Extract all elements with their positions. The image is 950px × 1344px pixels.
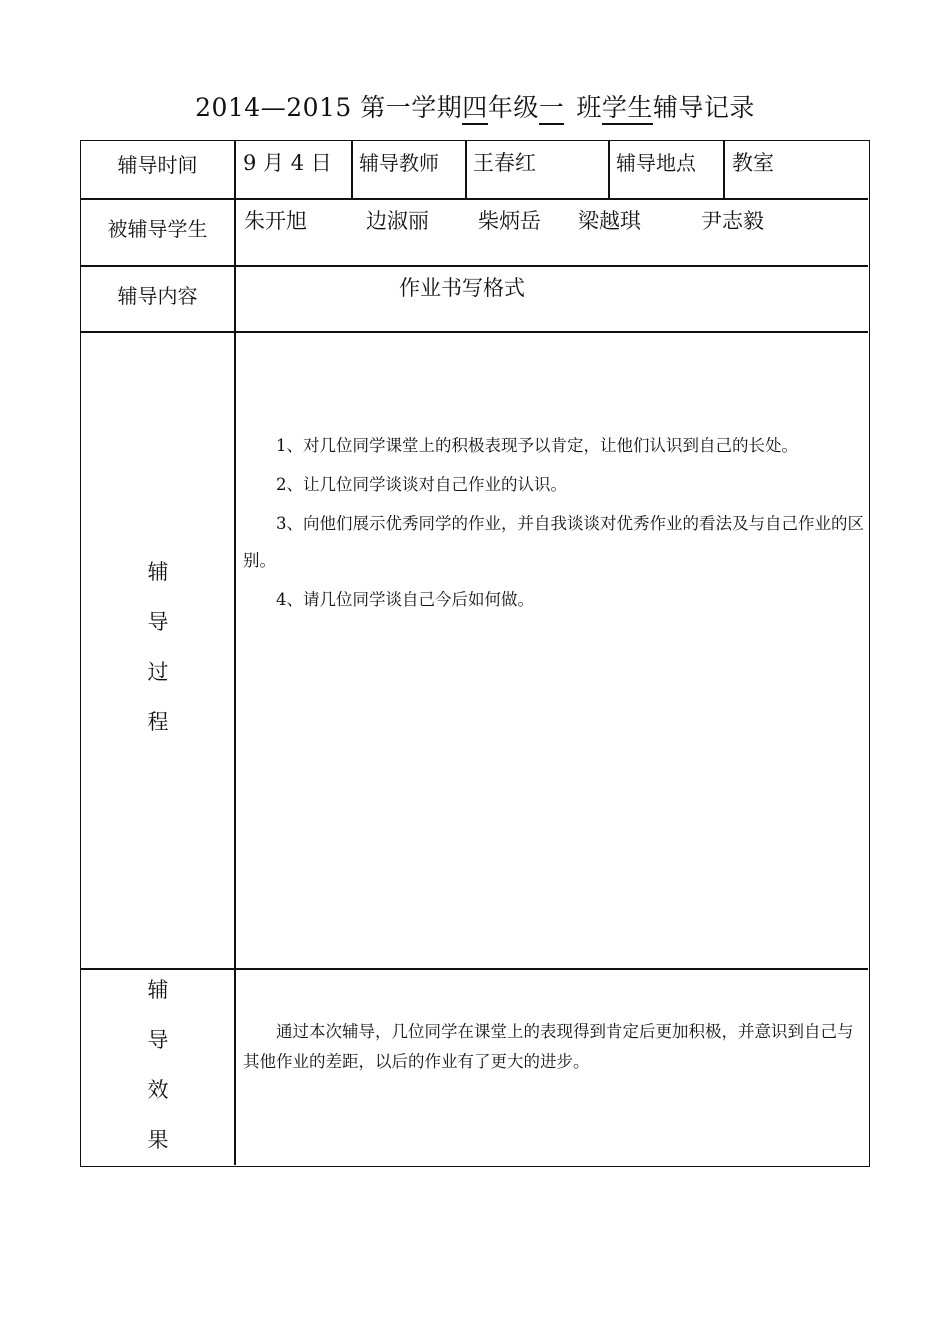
teacher-label: 辅导教师	[359, 151, 439, 175]
effect-label-char: 导	[147, 1028, 169, 1052]
student-name: 柴炳岳	[478, 209, 541, 233]
column-divider	[351, 141, 353, 198]
place-value: 教室	[732, 151, 774, 175]
process-item: 3、向他们展示优秀同学的作业，并自我谈谈对优秀作业的看法及与自己作业的区别。	[243, 514, 864, 570]
effect-label-char: 果	[147, 1128, 169, 1152]
content-value: 作业书写格式	[399, 276, 525, 300]
process-label-char: 辅	[147, 560, 169, 584]
content-label: 辅导内容	[117, 284, 198, 308]
time-label: 辅导时间	[117, 153, 198, 177]
process-label-char: 导	[147, 610, 169, 634]
row-divider	[81, 198, 868, 200]
class-blank: 一	[539, 93, 565, 125]
effect-label-char: 辅	[147, 978, 169, 1002]
student-name: 梁越琪	[578, 209, 641, 233]
student-name: 边淑丽	[366, 209, 429, 233]
title-grade-suffix: 年级	[487, 93, 539, 122]
students-label: 被辅导学生	[107, 217, 208, 241]
time-value: 9 月 4 日	[243, 151, 332, 175]
column-divider	[723, 141, 725, 198]
process-item: 4、请几位同学谈自己今后如何做。	[276, 590, 534, 609]
effect-text: 通过本次辅导，几位同学在课堂上的表现得到肯定后更加积极，并意识到自己与其他作业的差距，以后的作业有了更大的进步。	[243, 1022, 854, 1071]
process-label-char: 过	[147, 660, 169, 684]
title-prefix: 2014—2015 第一学期	[195, 93, 463, 122]
title-suffix: 辅导记录	[652, 93, 755, 122]
process-label-char: 程	[147, 710, 169, 734]
row-divider	[81, 331, 868, 333]
effect-label	[81, 965, 235, 1165]
column-divider	[465, 141, 467, 198]
process-item: 1、对几位同学课堂上的积极表现予以肯定，让他们认识到自己的长处。	[276, 436, 798, 455]
place-label: 辅导地点	[616, 151, 696, 175]
students-word: 学生	[602, 93, 653, 125]
effect-label-char: 效	[147, 1078, 169, 1102]
column-divider	[608, 141, 610, 198]
process-label	[81, 547, 235, 747]
student-name: 朱开旭	[244, 209, 307, 233]
title-class-suffix: 班	[576, 93, 602, 122]
row-divider	[81, 265, 868, 267]
process-item: 2、让几位同学谈谈对自己作业的认识。	[276, 475, 567, 494]
teacher-value: 王春红	[473, 151, 536, 175]
student-name: 尹志毅	[701, 209, 764, 233]
page-title	[0, 88, 950, 124]
tutoring-record-table	[80, 140, 870, 1167]
grade-blank: 四	[462, 93, 488, 125]
